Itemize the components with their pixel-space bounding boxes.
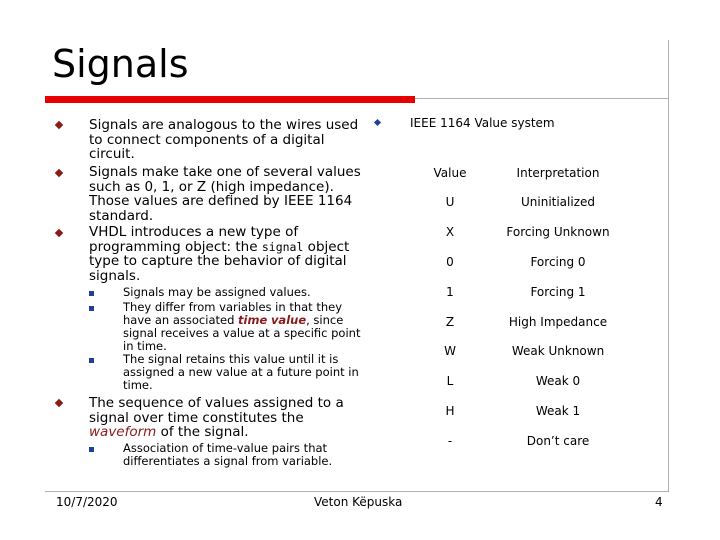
bullet-diamond-icon: [55, 169, 63, 177]
footer-page-number: 4: [655, 495, 663, 509]
slide-title: Signals: [52, 42, 189, 86]
bullet-4-text: [89, 396, 361, 440]
sub-bullet-2-em-value: value: [270, 313, 307, 327]
table-cell-interpretation: Weak 1: [535, 404, 581, 418]
table-cell-interpretation: Forcing 1: [530, 285, 586, 299]
table-cell-interpretation: Weak Unknown: [511, 344, 605, 358]
table-cell-value: L: [446, 374, 454, 388]
table-cell-value: X: [445, 225, 455, 239]
table-cell-interpretation: Don’t care: [526, 434, 590, 448]
table-header-value: Value: [433, 166, 467, 180]
sub-bullet-2-text: [123, 301, 363, 353]
bullet-diamond-icon: [55, 229, 63, 237]
sub-bullet-square-icon: [89, 291, 94, 296]
sub-bullet-2-em-time: time: [238, 313, 268, 327]
table-cell-value: H: [445, 404, 455, 418]
bullet-3-text: [89, 225, 361, 283]
table-cell-value: 1: [446, 285, 454, 299]
table-cell-interpretation: Uninitialized: [520, 195, 596, 209]
table-cell-interpretation: Weak 0: [535, 374, 581, 388]
table-cell-value: Z: [445, 315, 455, 329]
bullet-diamond-icon: [374, 119, 381, 126]
table-cell-value: U: [445, 195, 455, 209]
bullet-diamond-icon: [55, 399, 63, 407]
table-cell-interpretation: Forcing Unknown: [506, 225, 610, 239]
footer-author: Veton Këpuska: [314, 495, 403, 509]
bullet-1-text: Signals are analogous to the wires used to connect components of a digital circuit.: [89, 117, 359, 162]
sub-bullet-square-icon: [89, 447, 94, 452]
frame-right-border: [668, 40, 669, 492]
bullet-3-code: signal: [261, 239, 304, 254]
footer-date: 10/7/2020: [56, 495, 118, 509]
sub-bullet-2-text-pre: They differ from variables in that they have an associated: [123, 300, 343, 327]
table-cell-value: 0: [446, 255, 454, 269]
bullet-2-text: Signals make take one of several values such as 0, 1, or Z (high impedance). Those values are defined by IEEE 1164 standard.: [89, 164, 361, 224]
bullet-3-text-pre: VHDL introduces a new type of programming object: the: [89, 224, 299, 255]
table-cell-interpretation: High Impedance: [508, 315, 608, 329]
sub-bullet-square-icon: [89, 306, 94, 311]
bullet-4-text-post: of the signal.: [156, 424, 249, 440]
sub-bullet-2-text-post: , since signal receives a value at a specific point in time.: [123, 313, 361, 353]
table-header-interpretation: Interpretation: [516, 166, 600, 180]
value-system-heading: IEEE 1164 Value system: [410, 116, 555, 130]
bullet-4-em-waveform: waveform: [89, 424, 157, 440]
sub-bullet-3-text: The signal retains this value until it is assigned a new value at a future point in time.: [123, 352, 359, 392]
table-cell-value: W: [444, 344, 456, 358]
title-underline-rule: [415, 98, 668, 99]
table-cell-interpretation: Forcing 0: [530, 255, 586, 269]
sub-bullet-1-text: Signals may be assigned values.: [123, 285, 311, 299]
sub-bullet-4-text: Association of time-value pairs that differentiates a signal from variable.: [123, 441, 333, 468]
table-cell-value: -: [447, 434, 453, 448]
sub-bullet-square-icon: [89, 358, 94, 363]
bullet-diamond-icon: [55, 121, 63, 129]
frame-bottom-border: [45, 491, 668, 492]
bullet-4-text-pre: The sequence of values assigned to a signal over time constitutes the: [89, 395, 344, 426]
bullet-3-text-post: object type to capture the behavior of digital signals.: [89, 238, 350, 284]
title-underline-bar: [45, 96, 415, 103]
